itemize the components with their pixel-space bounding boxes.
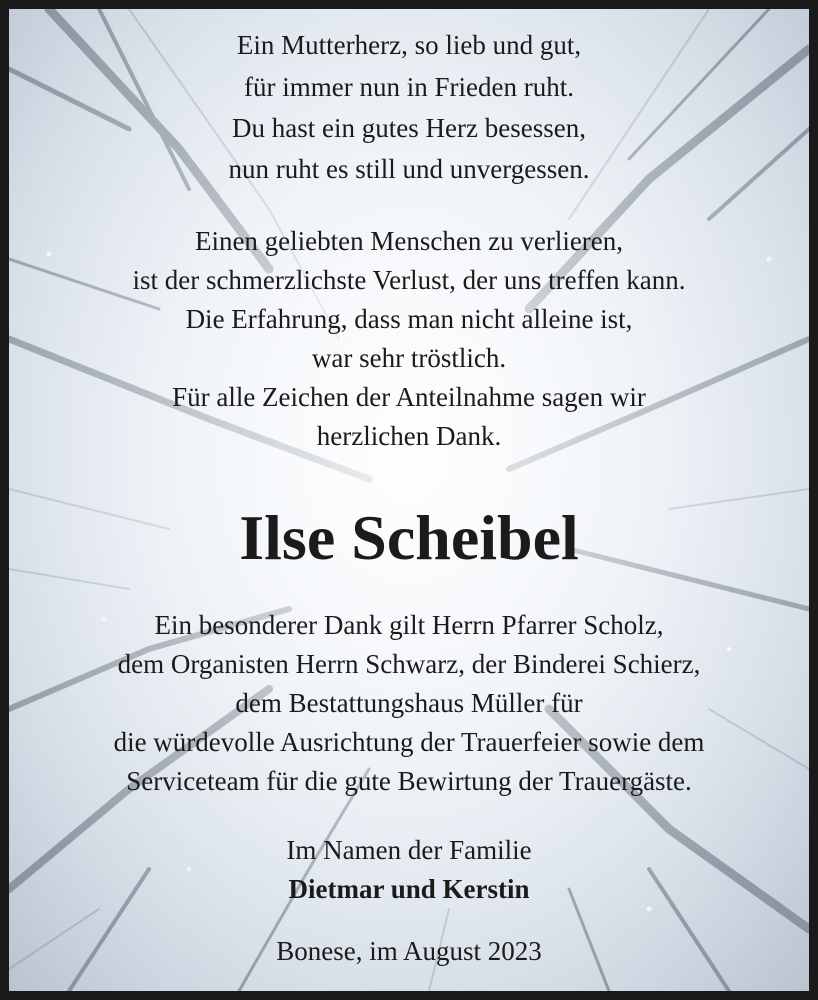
obituary-text <box>9 9 809 991</box>
special-thanks-line: dem Organisten Herrn Schwarz, der Binderei Schierz, <box>117 649 701 679</box>
special-thanks-line: die würdevolle Ausrichtung der Trauerfeier sowie dem <box>113 727 705 757</box>
gratitude-line: ist der schmerzlichste Verlust, der uns treffen kann. <box>132 265 686 295</box>
place-date: Bonese, im August 2023 <box>276 936 542 966</box>
deceased-name: Ilse Scheibel <box>239 502 579 573</box>
gratitude-line: Die Erfahrung, dass man nicht alleine ist, <box>185 304 633 334</box>
signature-names: Dietmar und Kerstin <box>288 874 530 904</box>
special-thanks-line: dem Bestattungshaus Müller für <box>235 688 583 718</box>
gratitude-line: herzlichen Dank. <box>316 421 502 451</box>
poem-line: Du hast ein gutes Herz besessen, <box>232 113 586 143</box>
special-thanks-line: Serviceteam für die gute Bewirtung der Trauergäste. <box>126 766 692 796</box>
poem-line: Ein Mutterherz, so lieb und gut, <box>236 30 582 60</box>
gratitude-line: war sehr tröstlich. <box>311 343 507 373</box>
poem-line: für immer nun in Frieden ruht. <box>244 72 574 102</box>
signature-intro: Im Namen der Familie <box>286 835 532 865</box>
poem-line: nun ruht es still und unvergessen. <box>228 154 590 184</box>
gratitude-line: Einen geliebten Menschen zu verlieren, <box>194 226 624 256</box>
special-thanks-line: Ein besonderer Dank gilt Herrn Pfarrer Scholz, <box>154 610 664 640</box>
gratitude-line: Für alle Zeichen der Anteilnahme sagen wir <box>172 382 646 412</box>
